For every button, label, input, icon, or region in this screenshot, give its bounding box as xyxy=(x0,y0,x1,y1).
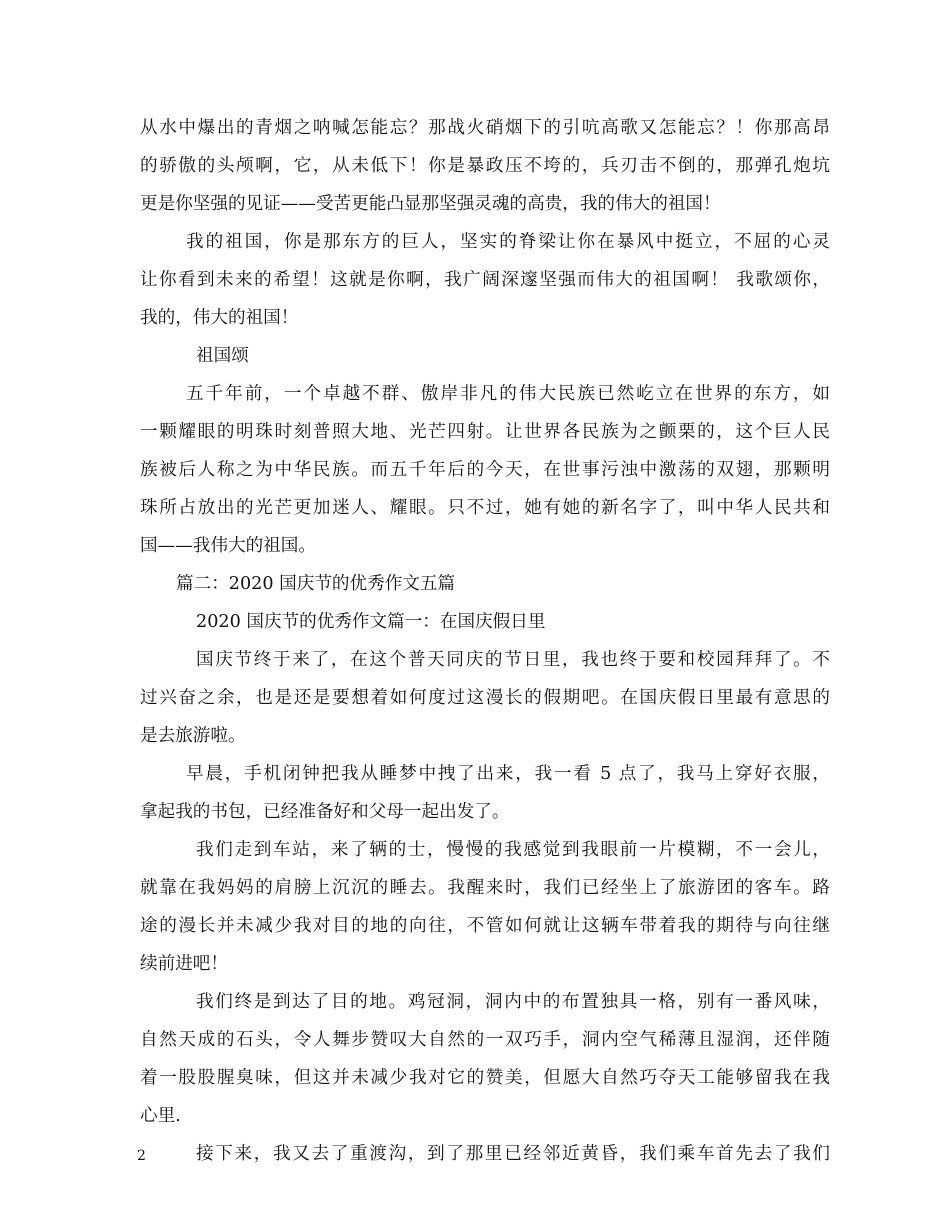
text-line-25: 自然天成的石头，令人舞步赞叹大自然的一双巧手，洞内空气稀薄且湿润，还伴随 xyxy=(140,1030,830,1050)
text-line-23: 续前进吧！ xyxy=(140,954,228,974)
text-line-10: 族被后人称之为中华民族。而五千年后的今天，在世事污浊中激荡的双翅，那颗明 xyxy=(140,460,830,480)
text-line-5: 让你看到未来的希望！这就是你啊，我广阔深邃坚强而伟大的祖国啊！ 我歌颂你， xyxy=(140,270,830,290)
text-line-3: 更是你坚强的见证——受苦更能凸显那坚强灵魂的高贵，我的伟大的祖国！ xyxy=(140,194,721,214)
text-line-20: 我们走到车站，来了辆的士，慢慢的我感觉到我眼前一片模糊，不一会儿， xyxy=(196,840,830,860)
text-line-17: 是去旅游啦。 xyxy=(140,726,246,746)
text-line-8: 五千年前，一个卓越不群、傲岸非凡的伟大民族已然屹立在世界的东方，如 xyxy=(186,384,830,404)
text-line-24: 我们终是到达了目的地。鸡冠洞，洞内中的布置独具一格，别有一番风味， xyxy=(196,992,830,1012)
chapter-heading: 篇二：2020 国庆节的优秀作文五篇 xyxy=(176,574,456,594)
text-line-15: 国庆节终于来了，在这个普天同庆的节日里，我也终于要和校园拜拜了。不 xyxy=(196,650,830,670)
section-title-zuguosong: 祖国颂 xyxy=(196,346,249,366)
text-line-12: 国——我伟大的祖国。 xyxy=(140,536,316,556)
text-line-18: 早晨，手机闭钟把我从睡梦中拽了出来，我一看 5 点了，我马上穿好衣服， xyxy=(186,764,830,784)
page-number: 2 xyxy=(137,1148,146,1164)
essay-title: 2020 国庆节的优秀作文篇一：在国庆假日里 xyxy=(196,612,546,632)
text-line-21: 就靠在我妈妈的肩膀上沉沉的睡去。我醒来时，我们已经坐上了旅游团的客车。路 xyxy=(140,878,830,898)
text-line-9: 一颗耀眼的明珠时刻普照大地、光芒四射。让世界各民族为之颤栗的，这个巨人民 xyxy=(140,422,830,442)
text-line-26: 着一股股腥臭味，但这并未减少我对它的赞美，但愿大自然巧夺天工能够留我在我 xyxy=(140,1068,830,1088)
text-line-2: 的骄傲的头颅啊，它，从未低下！你是暴政压不垮的，兵刃击不倒的，那弹孔炮坑 xyxy=(140,156,830,176)
text-line-27: 心里. xyxy=(140,1106,181,1126)
text-line-22: 途的漫长并未减少我对目的地的向往，不管如何就让这辆车带着我的期待与向往继 xyxy=(140,916,830,936)
text-line-4: 我的祖国，你是那东方的巨人，坚实的脊梁让你在暴风中挺立，不屈的心灵 xyxy=(186,232,830,252)
text-line-11: 珠所占放出的光芒更加迷人、耀眼。只不过，她有她的新名字了，叫中华人民共和 xyxy=(140,498,830,518)
text-line-28: 接下来，我又去了重渡沟，到了那里已经邻近黄昏，我们乘车首先去了我们 xyxy=(196,1144,830,1164)
text-line-16: 过兴奋之余，也是还是要想着如何度过这漫长的假期吧。在国庆假日里最有意思的 xyxy=(140,688,830,708)
text-line-19: 拿起我的书包，已经准备好和父母一起出发了。 xyxy=(140,802,510,822)
text-line-1: 从水中爆出的青烟之呐喊怎能忘？那战火硝烟下的引吭高歌又怎能忘？！你那高昂 xyxy=(140,118,830,138)
text-line-6: 我的，伟大的祖国！ xyxy=(140,308,299,328)
